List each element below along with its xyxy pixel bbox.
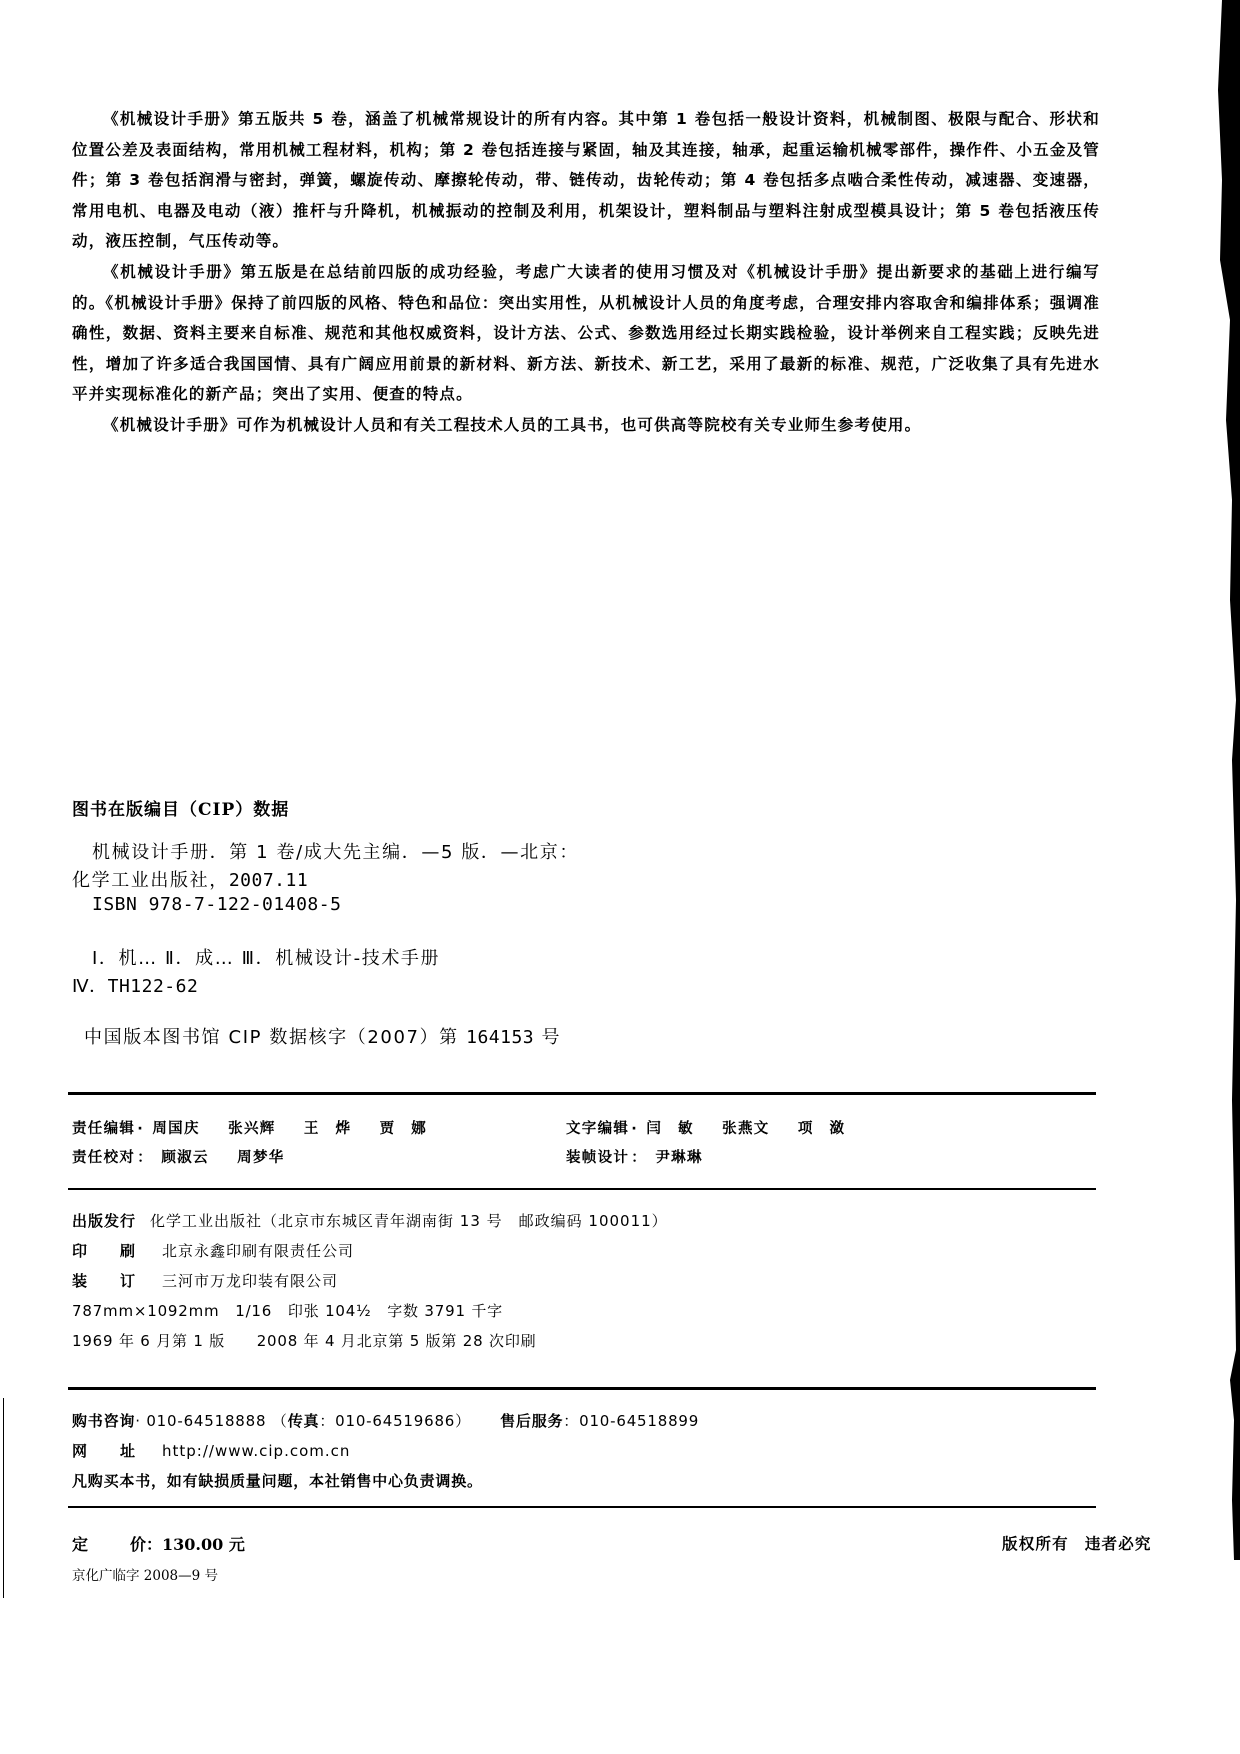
cip-heading-suffix: ）数据 bbox=[235, 800, 290, 820]
scan-binding-shadow bbox=[1212, 0, 1240, 1560]
divider-rule bbox=[68, 1188, 1096, 1190]
advertising-approval-code: 京化广临字 2008—9 号 bbox=[72, 1568, 219, 1584]
website-label: 网 址 bbox=[72, 1442, 137, 1460]
credit-name: 贾 娜 bbox=[379, 1121, 428, 1137]
contact-line: 购书咨询· 010-64518888 （传真：010-64519686） 售后服务：010-64518899 bbox=[72, 1412, 700, 1430]
publisher-label: 出版发行 bbox=[72, 1212, 137, 1230]
cip-subject-line: Ⅰ．机… Ⅱ．成… Ⅲ．机械设计-技术手册 bbox=[92, 948, 441, 969]
purchase-label: 购书咨询 bbox=[72, 1412, 136, 1430]
price-label: 定 bbox=[72, 1535, 89, 1554]
credit-name: 张兴辉 bbox=[228, 1121, 276, 1137]
credit-name: 周梦华 bbox=[237, 1150, 285, 1166]
credit-name: 王 烨 bbox=[303, 1121, 352, 1137]
cip-isbn: ISBN 978-7-122-01408-5 bbox=[92, 894, 342, 915]
credit-proofreader: 责任校对 ： 顾淑云 周梦华 bbox=[72, 1146, 307, 1167]
copyright-rights: 版权所有 bbox=[1002, 1535, 1069, 1553]
credit-name: 张燕文 bbox=[722, 1121, 770, 1137]
credit-cover-design: 装帧设计 ： 尹琳琳 bbox=[566, 1146, 725, 1167]
replacement-notice: 凡购买本书，如有缺损质量问题，本社销售中心负责调换。 bbox=[72, 1472, 483, 1490]
purchase-phone: 010-64518888 bbox=[146, 1412, 267, 1430]
cip-heading bbox=[72, 795, 289, 820]
cip-publisher-line bbox=[72, 866, 308, 892]
cip-approval-line bbox=[84, 1023, 561, 1049]
cip-approval-prefix: 中国版本图书馆 CIP 数据核字（2007）第 bbox=[84, 1027, 459, 1048]
price-value: 130.00 元 bbox=[162, 1535, 245, 1554]
printer-line bbox=[72, 1240, 354, 1261]
divider-rule bbox=[68, 1387, 1096, 1390]
intro-paragraph-features: 《机械设计手册》第五版是在总结前四版的成功经验，考虑广大读者的使用习惯及对《机械设计手册》提出新要求的基础上进行编写的。《机械设计手册》保持了前四版的风格、特色和品位：突出实用性，从机械设计人员的角度考虑，合理安排内容取舍和编排体系；强调准确性，数据、资料主要来自标准、规范和其他权威资料，设计方法、公式、参数选用经过长期实践检验，设计举例来自工程实践；反映先进性，增加了许多适合我国国情、具有广阔应用前景的新材料、新方法、新技术、新工艺，采用了最新的标准、规范，广泛收集了具有先进水平并实现标准化的新产品；突出了实用、便查的特点。 bbox=[72, 262, 1100, 404]
cip-publisher: 化学工业出版社， bbox=[72, 870, 229, 891]
cip-classification: Ⅳ．TH122-62 bbox=[72, 976, 199, 997]
fax-label: 传真 bbox=[287, 1412, 320, 1430]
credit-name: 项 潋 bbox=[797, 1121, 846, 1137]
credit-label: 装帧设计 bbox=[566, 1150, 630, 1166]
price-line bbox=[72, 1532, 245, 1555]
cip-approval-number: 164153 bbox=[466, 1027, 535, 1048]
website-line bbox=[72, 1440, 350, 1461]
cip-date: 2007.11 bbox=[228, 870, 309, 891]
binder-label: 装 订 bbox=[72, 1272, 137, 1290]
cip-heading-prefix: 图书在版编目（ bbox=[72, 800, 198, 820]
credit-name: 尹琳琳 bbox=[655, 1150, 703, 1166]
credit-text-editor: 文字编辑 · 闫 敏 张燕文 项 潋 bbox=[566, 1117, 867, 1138]
aftersales-label: 售后服务 bbox=[500, 1412, 564, 1430]
aftersales-phone: 010-64518899 bbox=[579, 1412, 700, 1430]
cip-approval-suffix: 号 bbox=[541, 1027, 562, 1048]
credit-responsible-editor: 责任编辑 · 周国庆 张兴辉 王 烨 贾 娜 bbox=[72, 1117, 449, 1138]
price-label-suffix: 价： bbox=[130, 1535, 163, 1554]
divider-rule bbox=[68, 1506, 1096, 1508]
printer-value: 北京永鑫印刷有限责任公司 bbox=[162, 1242, 355, 1260]
copyright-notice bbox=[1002, 1532, 1152, 1554]
credit-label: 责任编辑 bbox=[72, 1121, 136, 1137]
scan-margin-line bbox=[3, 1458, 4, 1598]
intro-paragraph-audience: 《机械设计手册》可作为机械设计人员和有关工程技术人员的工具书，也可供高等院校有关专业师生参考使用。 bbox=[103, 415, 922, 434]
publisher-line bbox=[72, 1210, 668, 1231]
binder-value: 三河市万龙印装有限公司 bbox=[162, 1272, 339, 1290]
copyright-warning: 违者必究 bbox=[1084, 1535, 1152, 1553]
scan-margin-line bbox=[3, 1398, 4, 1458]
credit-name: 顾淑云 bbox=[161, 1150, 209, 1166]
handbook-introduction bbox=[72, 104, 1100, 441]
publisher-value: 化学工业出版社（北京市东城区青年湖南街 13 号 邮政编码 100011） bbox=[150, 1212, 668, 1230]
printer-label: 印 刷 bbox=[72, 1242, 137, 1260]
credit-label: 责任校对 bbox=[72, 1150, 136, 1166]
binder-line bbox=[72, 1270, 338, 1291]
edition-line: 1969 年 6 月第 1 版 2008 年 4 月北京第 5 版第 28 次印刷 bbox=[72, 1332, 537, 1350]
intro-paragraph-volumes: 《机械设计手册》第五版共 5 卷，涵盖了机械常规设计的所有内容。其中第 1 卷包括一般设计资料，机械制图、极限与配合、形状和位置公差及表面结构，常用机械工程材料，机构；第 2 卷包括连接与紧固，轴及其连接，轴承，起重运输机械零部件，操作件、小五金及管件；第 3 卷包括润滑与密封，弹簧，螺旋传动、摩擦轮传动，带、链传动，齿轮传动；第 4 卷包括多点啮合柔性传动，减速器、变速器，常用电机、电器及电动（液）推杆与升降机，机械振动的控制及利用，机架设计，塑料制品与塑料注射成型模具设计；第 5 卷包括液压传动，液压控制，气压传动等。 bbox=[72, 110, 1100, 251]
cip-heading-latin: CIP bbox=[198, 800, 236, 820]
fax-phone: 010-64519686 bbox=[335, 1412, 456, 1430]
credit-label: 文字编辑 bbox=[566, 1121, 630, 1137]
credit-name: 周国庆 bbox=[152, 1121, 200, 1137]
cip-title-line: 机械设计手册．第 1 卷/成大先主编．—5 版．—北京： bbox=[92, 842, 579, 863]
format-line: 787mm×1092mm 1/16 印张 104½ 字数 3791 千字 bbox=[72, 1302, 503, 1320]
divider-rule bbox=[68, 1092, 1096, 1095]
website-url: http://www.cip.com.cn bbox=[162, 1442, 351, 1460]
credit-name: 闫 敏 bbox=[646, 1121, 694, 1137]
